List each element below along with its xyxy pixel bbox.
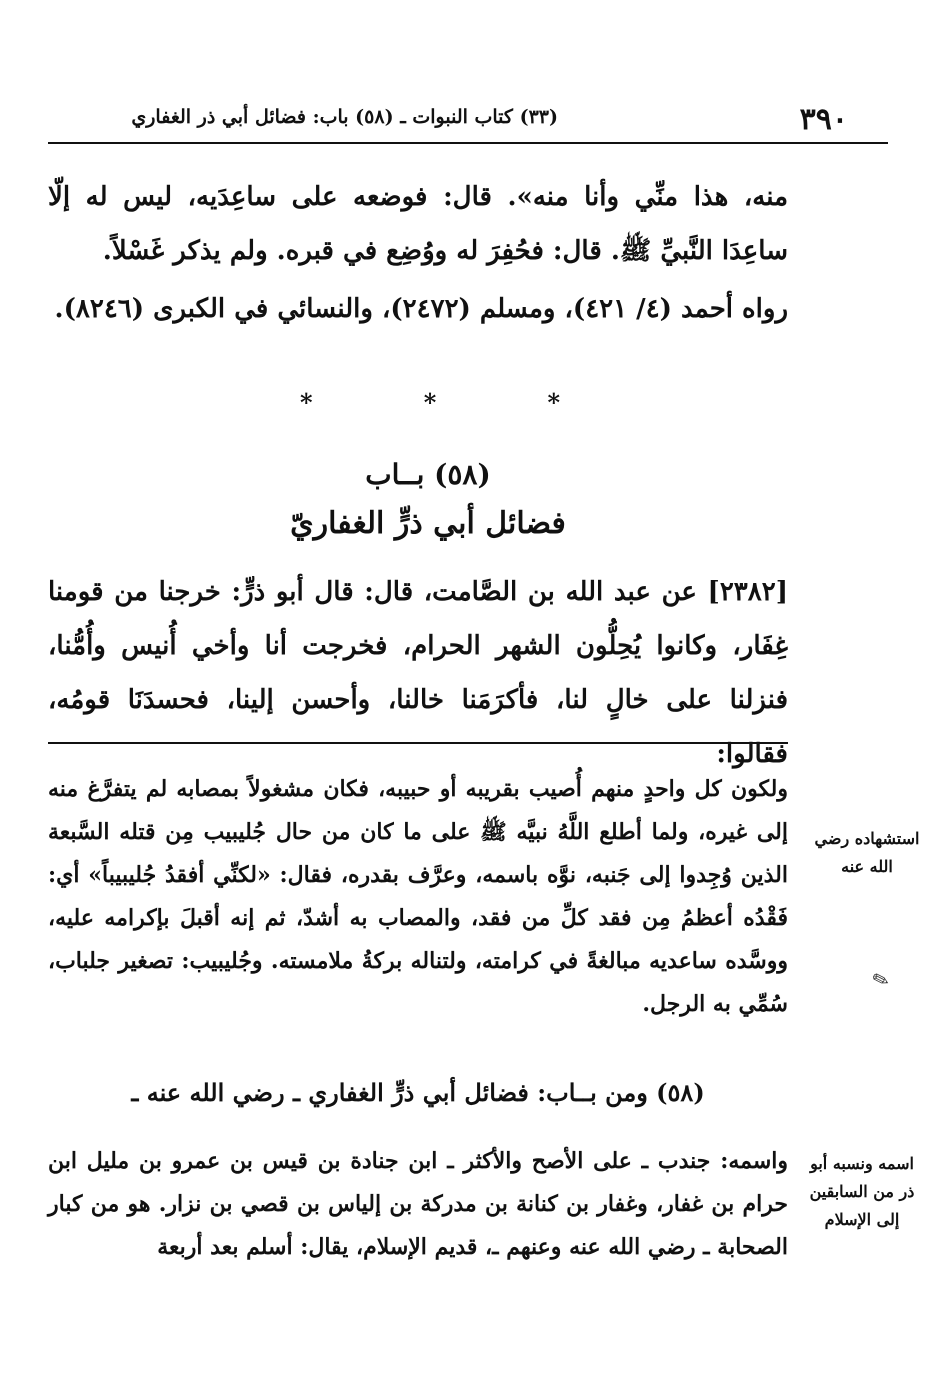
- main-paragraph-1: [48, 170, 788, 278]
- chapter-number: (٥٨) بــاب: [365, 458, 491, 491]
- commentary-paragraph-2-text: واسمه: جندب ـ على الأصح والأكثر ـ ابن جنادة بن قيس بن عمرو بن مليل ابن حرام بن غفار، وغفار بن كنانة بن مدركة بن إلياس بن قصي بن نزار. هو من كبار الصحابة ـ رضي الله عنه وعنهم ـ، قديم الإسلام، يقال: أسلم بعد أربعة: [48, 1148, 788, 1260]
- handwritten-mark-icon: ✎: [868, 965, 893, 994]
- star-glyph: *: [423, 388, 437, 417]
- margin-note-lineage: اسمه ونسبه أبو ذر من السابقين إلى الإسلام: [809, 1154, 915, 1229]
- page-number: ٣٩٠: [799, 102, 848, 137]
- running-title: (٣٣) كتاب النبوات ـ (٥٨) باب: فضائل أبي ذر الغفاري: [131, 106, 558, 128]
- main-paragraph-1-text: منه، هذا منِّي وأنا منه». قال: فوضعه على ساعِدَيه، ليس له إلّا ساعِدَا النَّبيِّ ﷺ. قال: فحُفِرَ له ووُضِع في قبره. ولم يذكر غَسْلاً.: [48, 182, 788, 266]
- hadith-text: [48, 565, 788, 781]
- star-glyph: *: [547, 388, 560, 417]
- chapter-title: فضائل أبي ذرٍّ الغفاريّ: [290, 506, 566, 541]
- star-glyph: *: [300, 388, 313, 417]
- commentary-paragraph-1-text: ولكون كل واحدٍ منهم أُصيب بقريبه أو حبيبه، فكان مشغولاً بمصابه لم يتفرَّغ منه إلى غيره، ولما أطلع اللَّهُ نبيَّه ﷺ على ما كان من حال جُليبيب مِن قتله السَّبعة الذين وُجِدوا إلى جَنبه، نوَّه باسمه، وعرَّف بقدره، فقال: «لكنِّي أفقدُ جُليبيباً» أي: فَقْدُه أعظمُ مِن فقد كلِّ من فقد، والمصاب به أشدّ، ثم إنه أقبلَ بإكرامه عليه، ووسَّده ساعديه مبالغةً في كرامته، ولتناله بركةُ ملامسته. وجُليبيب: تصغير جلباب، سُمِّي به الرجل.: [48, 776, 788, 1017]
- section-divider-stars: [300, 388, 560, 417]
- hadith-reference: [48, 282, 788, 336]
- commentary-heading: (٥٨) ومن بــاب: فضائل أبي ذرٍّ الغفاري ـ رضي الله عنه ـ: [131, 1078, 705, 1107]
- commentary-paragraph-2: [48, 1140, 788, 1269]
- margin-note-martyrdom: استشهاده رضي الله عنه: [814, 829, 920, 876]
- hadith-reference-text: رواه أحمد (٤/ ٤٢١)، ومسلم (٢٤٧٢)، والنسائي في الكبرى (٨٢٤٦).: [54, 294, 788, 324]
- footnote-separator: [48, 742, 788, 744]
- page-header: [48, 96, 888, 144]
- commentary-paragraph-1: [48, 768, 788, 1026]
- hadith-text-body: [٢٣٨٢] عن عبد الله بن الصَّامت، قال: قال أبو ذرٍّ: خرجنا من قومنا غِفَار، وكانوا يُحِلُّون الشهر الحرام، فخرجت أنا وأخي أُنيس وأُمُّنا، فنزلنا على خالٍ لنا، فأكرَمَنا خالنا، وأحسن إلينا، فحسدَنَا قومُه، فقالوا:: [48, 577, 788, 769]
